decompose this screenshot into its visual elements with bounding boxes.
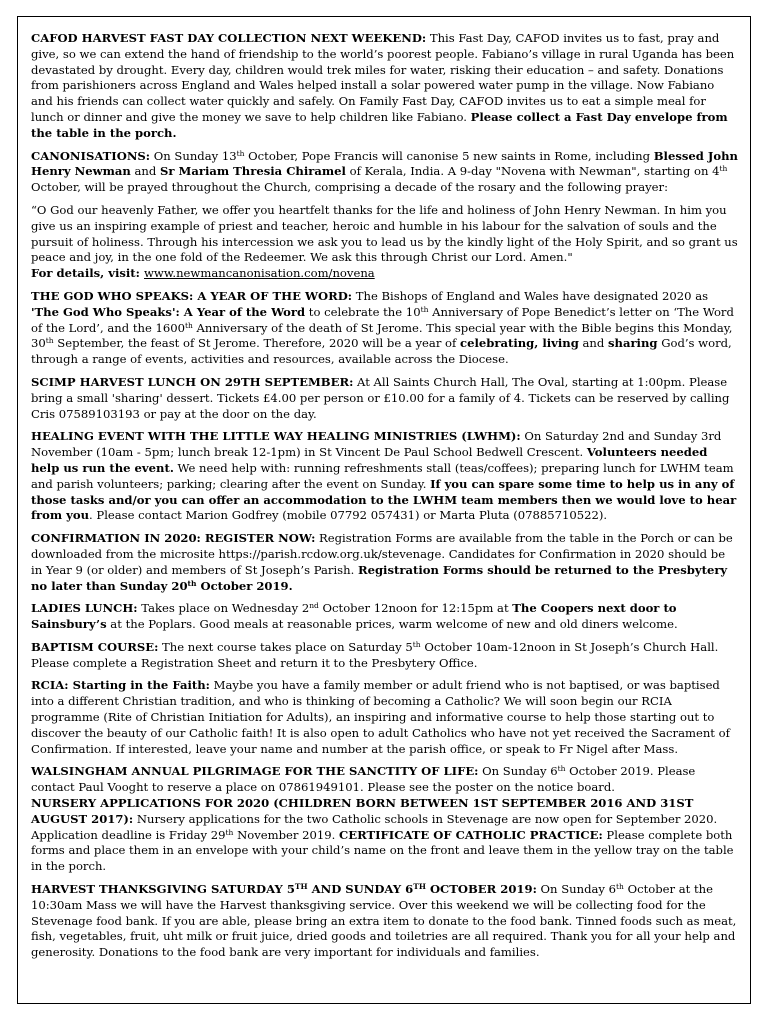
nursery-text: Nursery applications for the two Catholic schools in Stevenage are now open for September 2020. Application deadline is Friday 29 <box>31 811 718 842</box>
ordinal-suffix: th <box>557 764 566 774</box>
scimp-body: At All Saints Church Hall, The Oval, starting at 1:00pm. Please bring a small 'sharing' dessert. Tickets £4.00 per person or £10.00 for a family of 4. Tickets can be reserved by calling Cris 07589103193 or pay at the door on the day. <box>31 374 730 421</box>
harvest-heading: AND SUNDAY 6 <box>307 882 414 897</box>
certificate-heading: CERTIFICATE OF CATHOLIC PRACTICE: <box>339 827 603 842</box>
canonisations-heading: CANONISATIONS: <box>31 148 151 163</box>
harvest-heading: OCTOBER 2019: <box>425 882 537 897</box>
harvest-text: On Sunday 6 <box>536 882 617 897</box>
ordinal-suffix: th <box>616 882 624 892</box>
harvest-notice <box>31 882 739 961</box>
canonisations-text: of Kerala, India. A 9-day "Novena with Newman", starting on 4 <box>345 164 720 179</box>
baptism-heading: BAPTISM COURSE: <box>31 639 159 654</box>
details-colon: : <box>135 266 144 281</box>
ladies-text: at the Poplars. Good meals at reasonable prices, warm welcome of new and old diners welcome. <box>106 617 678 632</box>
scimp-heading: SCIMP HARVEST LUNCH ON 29TH SEPTEMBER: <box>31 374 354 389</box>
god-speaks-text: God’s word, through a range of events, activities and resources, available across the Diocese. <box>31 336 732 367</box>
ladies-heading: LADIES LUNCH: <box>31 601 138 616</box>
walsingham-notice <box>31 764 739 796</box>
healing-text: On Saturday 2nd and Sunday 3rd November (10am - 5pm; lunch break 12-1pm) in St Vincent De Paul School Bedwell Crescent. <box>31 429 722 460</box>
harvest-text: October at the 10:30am Mass we will have the Harvest thanksgiving service. Over this weekend we will be collecting food for the Stevenage food bank. If you are able, please bring an extra item to donate to the food bank. Tinned foods such as meat, fish, vegetables, fruit, uht milk or fruit juice, dried goods and toiletries are all required. Thank you for all your help and generosity. Donations to the food bank are very important for individuals and families. <box>31 882 737 960</box>
ladies-lunch-notice <box>31 601 739 633</box>
healing-notice <box>31 429 739 524</box>
baptism-text: October 10am-12noon in St Joseph’s Church Hall. Please complete a Registration Sheet and return it to the Presbytery Office. <box>31 639 719 670</box>
rcia-body: Maybe you have a family member or adult friend who is not baptised, or was baptised into a different Christian tradition, and who is thinking of becoming a Catholic? We will soon begin our RCIA programme (Rite of Christian Initiation for Adults), an inspiring and informative course to help those starting out to discover the beauty of our Catholic faith! It is also open to adult Catholics who have not yet received the Sacrament of Confirmation. If interested, leave your name and number at the parish office, or speak to Fr Nigel after Mass. <box>31 678 730 756</box>
nursery-text: Please complete both forms and place them in an envelope with your child’s name on the front and leave them in the yellow tray on the table in the porch. <box>31 827 734 874</box>
ordinal-suffix: th <box>187 578 197 588</box>
ordinal-suffix: th <box>719 164 728 174</box>
healing-text: We need help with: running refreshments stall (teas/coffees); preparing lunch for LWHM team and parish volunteers; parking; clearing after the event on Sunday. <box>31 460 734 491</box>
nursery-text: November 2019. <box>233 827 340 842</box>
rcia-heading: RCIA: Starting in the Faith: <box>31 678 210 693</box>
ordinal-suffix: TH <box>413 882 426 892</box>
cafod-body: This Fast Day, CAFOD invites us to fast, pray and give, so we can extend the hand of friendship to the world’s poorest people. Fabiano’s village in rural Uganda has been devastated by drought. Every day, children would trek miles for water, risking their education – and safety. Donations from parishioners across England and Wales helped install a solar powered water pump in the village. Now Fabiano and his friends can collect water quickly and safely. On Family Fast Day, CAFOD invites us to eat a simple meal for lunch or dinner and give the money we save to help children like Fabiano. <box>31 31 735 124</box>
registration-deadline: October 2019. <box>196 578 293 593</box>
venue-name: The Coopers next door to Sainsbury’s <box>31 601 677 632</box>
god-speaks-heading: THE GOD WHO SPEAKS: A YEAR OF THE WORD: <box>31 288 353 303</box>
ordinal-suffix: th <box>45 336 54 346</box>
volunteers-callout: Volunteers needed help us run the event. <box>31 445 708 475</box>
newman-prayer <box>31 203 739 282</box>
saint-name: Blessed John Henry Newman <box>31 148 738 179</box>
emphasis-text: sharing <box>607 336 658 351</box>
canonisations-text: On Sunday 13 <box>150 148 237 163</box>
scimp-notice <box>31 375 739 422</box>
year-of-word-title: 'The God Who Speaks': A Year of the Word <box>31 304 306 319</box>
canonisations-notice <box>31 149 739 196</box>
ordinal-suffix: nd <box>309 601 319 611</box>
god-speaks-text: and <box>578 336 608 351</box>
registration-deadline: Registration Forms should be returned to the Presbytery no later than Sunday 20 <box>31 562 728 593</box>
notice-sheet <box>17 16 751 1004</box>
confirmation-heading: CONFIRMATION IN 2020: REGISTER NOW: <box>31 531 316 546</box>
walsingham-text: October 2019. Please contact Paul Vooght to reserve a place on 07861949101. Please see the poster on the notice board. <box>31 764 696 795</box>
cafod-closing: Please collect a Fast Day envelope from the table in the porch. <box>31 109 728 140</box>
god-speaks-text: The Bishops of England and Wales have designated 2020 as <box>352 288 709 303</box>
cafod-heading: CAFOD HARVEST FAST DAY COLLECTION NEXT WEEKEND: <box>31 31 427 45</box>
cafod-notice <box>31 31 739 142</box>
canonisations-text: October, will be prayed throughout the Church, comprising a decade of the rosary and the following prayer: <box>31 180 668 195</box>
confirmation-notice <box>31 531 739 594</box>
god-speaks-text: September, the feast of St Jerome. Therefore, 2020 will be a year of <box>53 336 461 351</box>
nursery-notice <box>31 796 739 875</box>
ordinal-suffix: TH <box>294 882 308 892</box>
nursery-heading: NURSERY APPLICATIONS FOR 2020 (CHILDREN BORN BETWEEN 1ST SEPTEMBER 2016 AND 31ST AUGUST 2017): <box>31 796 694 826</box>
confirmation-text: Registration Forms are available from the table in the Porch or can be downloaded from the microsite https://parish.rcdow.org.uk/stevenage. Candidates for Confirmation in 2020 should be in Year 9 (or older) and members of St Joseph’s Parish. <box>31 531 733 577</box>
baptism-notice <box>31 640 739 672</box>
saint-name: Sr Mariam Thresia Chiramel <box>159 164 346 179</box>
canonisations-text: October, Pope Francis will canonise 5 new saints in Rome, including <box>244 148 654 163</box>
ladies-text: October 12noon for 12:15pm at <box>318 601 513 616</box>
rcia-notice <box>31 678 739 757</box>
healing-text: . Please contact Marion Godfrey (mobile 07792 057431) or Marta Pluta (07885710522). <box>89 508 608 523</box>
prayer-text: “O God our heavenly Father, we offer you heartfelt thanks for the life and holiness of John Henry Newman. In him you give us an inspiring example of priest and teacher, heroic and humble in his labour for the salvation of souls and the pursuit of holiness. Through his intercession we ask you to lead us by the kindly light of the Holy Spirit, and so grant us peace and joy, in the one fold of the Redeemer. We ask this through Christ our Lord. Amen." <box>31 202 738 265</box>
god-speaks-text: to celebrate the 10 <box>305 304 421 319</box>
help-callout: If you can spare some time to help us in any of those tasks and/or you can offer an accommodation to the LWHM team members then we would love to hear from you <box>31 476 737 523</box>
god-speaks-text: Anniversary of the death of St Jerome. This special year with the Bible begins this Monday, 30 <box>31 320 733 351</box>
healing-heading: HEALING EVENT WITH THE LITTLE WAY HEALING MINISTRIES (LWHM): <box>31 429 521 444</box>
ordinal-suffix: th <box>412 639 421 649</box>
baptism-text: The next course takes place on Saturday 5 <box>158 639 413 654</box>
ladies-text: Takes place on Wednesday 2 <box>137 601 310 616</box>
harvest-heading: HARVEST THANKSGIVING SATURDAY 5 <box>31 882 295 897</box>
walsingham-text: On Sunday 6 <box>478 764 558 779</box>
walsingham-heading: WALSINGHAM ANNUAL PILGRIMAGE FOR THE SANCTITY OF LIFE: <box>31 764 479 779</box>
ordinal-suffix: th <box>420 304 429 314</box>
canonisations-text: and <box>130 164 160 179</box>
novena-link[interactable]: www.newmancanonisation.com/novena <box>144 266 375 281</box>
emphasis-text: celebrating, living <box>460 336 579 351</box>
details-label: For details, visit <box>31 266 136 281</box>
god-speaks-text: Anniversary of Pope Benedict’s letter on ‘The Word of the Lord’, and the 1600 <box>31 304 734 335</box>
ordinal-suffix: th <box>185 320 193 330</box>
ordinal-suffix: th <box>236 148 245 158</box>
ordinal-suffix: th <box>225 827 234 837</box>
god-speaks-notice <box>31 289 739 368</box>
